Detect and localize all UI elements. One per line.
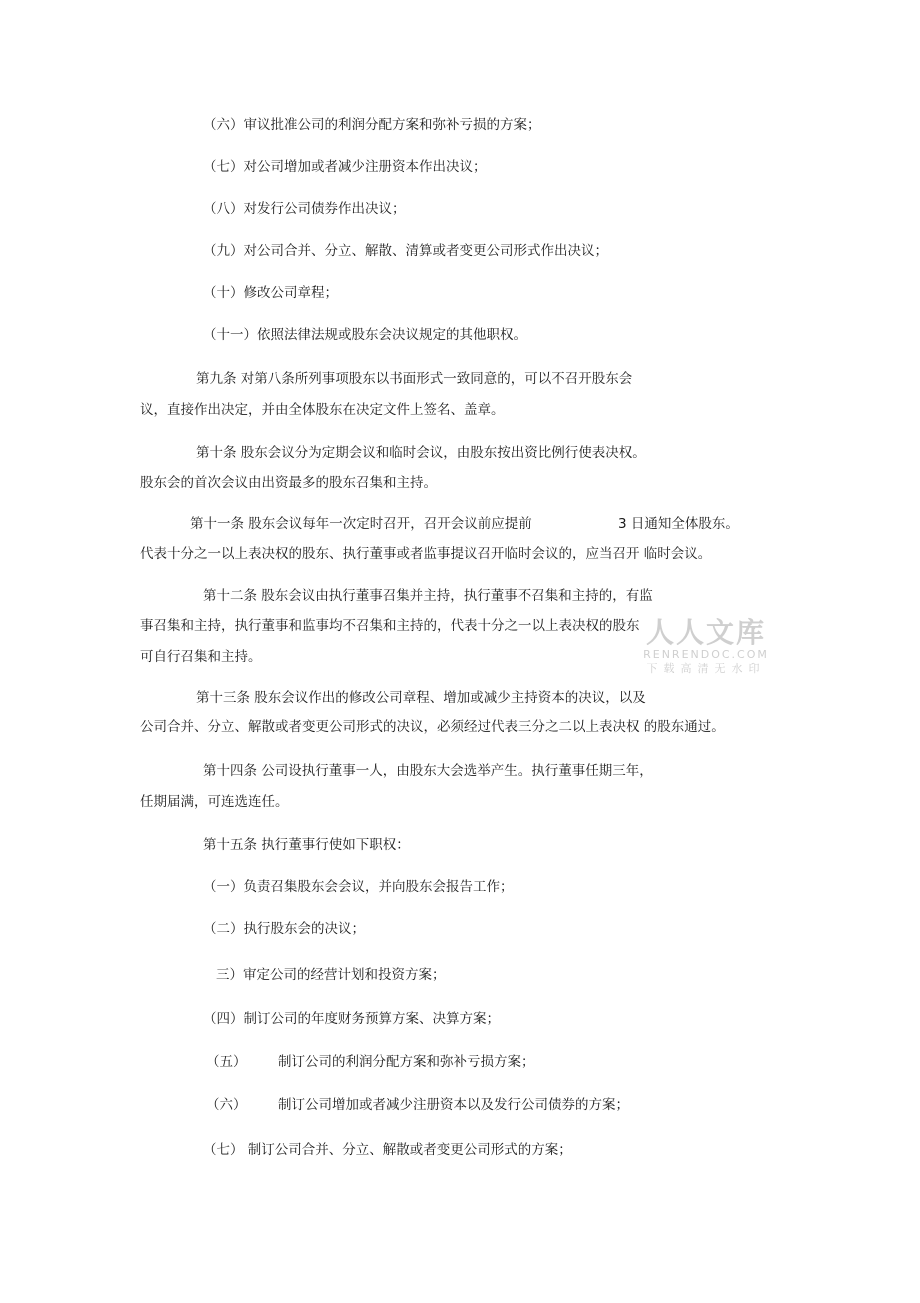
- text-line: （二）执行股东会的决议；: [203, 921, 365, 937]
- text-line: 制订公司的利润分配方案和弥补亏损方案；: [278, 1054, 535, 1070]
- watermark-domain: RENRENDOC.COM: [643, 648, 769, 661]
- article-12: 第十二条 股东会议由执行董事召集并主持，执行董事不召集和主持的，有监: [203, 588, 653, 604]
- text-line: 任期届满，可连选连任。: [140, 794, 289, 810]
- text-line: 三）审定公司的经营计划和投资方案；: [216, 967, 446, 983]
- text-line: （一）负责召集股东会会议，并向股东会报告工作；: [203, 879, 514, 895]
- text-line: 代表十分之一以上表决权的股东、执行董事或者监事提议召开临时会议的，应当召开 临时会议。: [140, 546, 712, 562]
- text-line: 议，直接作出决定，并由全体股东在决定文件上签名、盖章。: [140, 402, 505, 418]
- article-11: 第十一条 股东会议每年一次定时召开，召开会议前应提前: [190, 516, 532, 532]
- article-14: 第十四条 公司设执行董事一人，由股东大会选举产生。执行董事任期三年，: [203, 763, 653, 779]
- text-line: （十）修改公司章程；: [203, 285, 338, 301]
- watermark-tagline: 下载高清无水印: [646, 662, 766, 675]
- text-line: 事召集和主持，执行董事和监事均不召集和主持的，代表十分之一以上表决权的股东: [140, 618, 640, 634]
- item-number: （五）: [206, 1054, 247, 1070]
- text-line: （七）对公司增加或者减少注册资本作出决议；: [203, 159, 487, 175]
- item-number: （六）: [206, 1097, 247, 1113]
- text-line: （四）制订公司的年度财务预算方案、决算方案；: [203, 1011, 500, 1027]
- text-line: 可自行召集和主持。: [140, 649, 262, 665]
- text-line: （七） 制订公司合并、分立、解散或者变更公司形式的方案；: [203, 1142, 572, 1158]
- text-line: 股东会的首次会议由出资最多的股东召集和主持。: [140, 475, 437, 491]
- text-line: （九）对公司合并、分立、解散、清算或者变更公司形式作出决议；: [203, 243, 608, 259]
- text-line: （六）审议批准公司的利润分配方案和弥补亏损的方案；: [203, 117, 541, 133]
- watermark-title: 人人文库: [645, 616, 766, 649]
- watermark: [636, 618, 776, 676]
- text-line: 制订公司增加或者减少注册资本以及发行公司债券的方案；: [278, 1097, 629, 1113]
- text-line: 3 日通知全体股东。: [618, 516, 739, 532]
- text-line: （十一）依照法律法规或股东会决议规定的其他职权。: [203, 327, 527, 343]
- article-13: 第十三条 股东会议作出的修改公司章程、增加或减少主持资本的决议，以及: [196, 690, 646, 706]
- article-15: 第十五条 执行董事行使如下职权：: [203, 837, 410, 853]
- text-line: 公司合并、分立、解散或者变更公司形式的决议，必须经过代表三分之二以上表决权 的股东通过。: [140, 719, 725, 735]
- article-9: 第九条 对第八条所列事项股东以书面形式一致同意的，可以不召开股东会: [196, 371, 633, 387]
- article-10: 第十条 股东会议分为定期会议和临时会议，由股东按出资比例行使表决权。: [196, 445, 646, 461]
- text-line: （八）对发行公司债券作出决议；: [203, 201, 406, 217]
